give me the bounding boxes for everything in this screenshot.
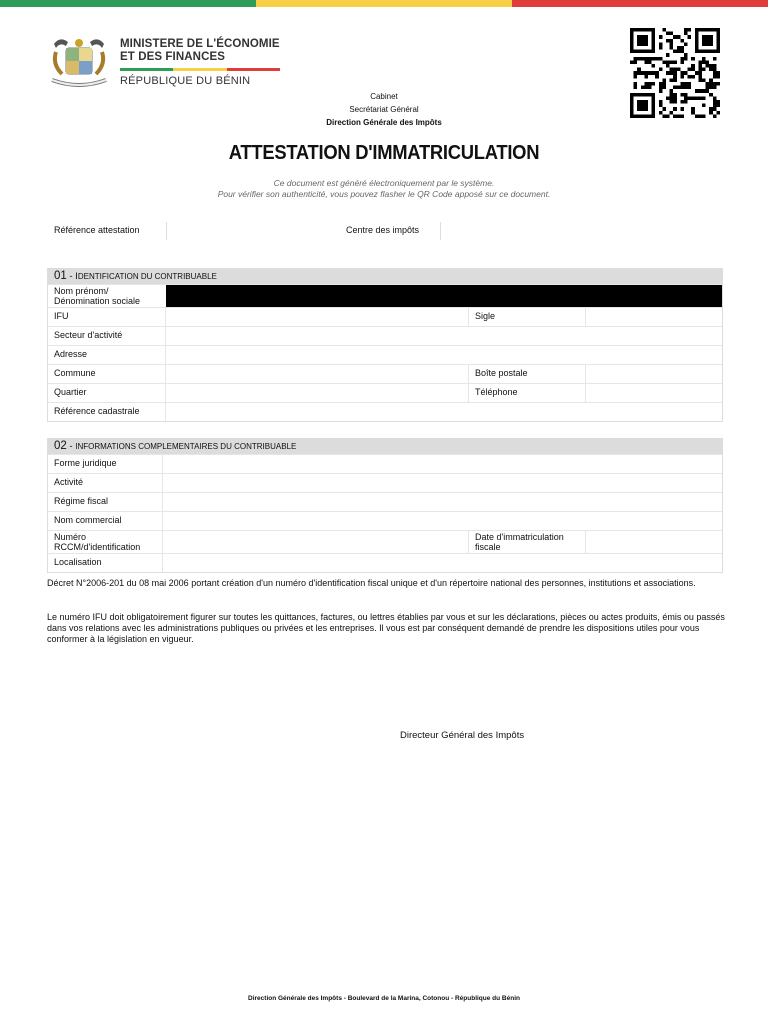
row-activite bbox=[48, 473, 722, 492]
divider bbox=[166, 222, 167, 240]
label-line: fiscale bbox=[475, 542, 501, 552]
divider bbox=[162, 493, 163, 511]
row-secteur bbox=[48, 326, 722, 345]
field-label bbox=[475, 532, 564, 552]
row-commune bbox=[48, 364, 722, 383]
section-identification bbox=[47, 268, 723, 422]
republic-label: RÉPUBLIQUE DU BÉNIN bbox=[120, 75, 251, 87]
label-line: Dénomination sociale bbox=[54, 296, 141, 306]
signature-label: Directeur Général des Impôts bbox=[400, 730, 525, 741]
divider bbox=[162, 474, 163, 492]
row-rccm bbox=[48, 530, 722, 553]
field-label: Commune bbox=[54, 368, 96, 378]
divider bbox=[585, 365, 586, 383]
org-cabinet: Cabinet bbox=[370, 92, 398, 101]
divider bbox=[162, 531, 163, 553]
section-number: 01 bbox=[54, 270, 67, 282]
label-line: Date d'immatriculation bbox=[475, 532, 564, 542]
row-cadastrale bbox=[48, 402, 722, 421]
row-nom-commercial bbox=[48, 511, 722, 530]
org-block bbox=[0, 90, 768, 129]
section-complementary bbox=[47, 438, 723, 573]
legal-notice: Le numéro IFU doit obligatoirement figurer sur toutes les quittances, factures, ou lettres établies par vous et sur les déclarations, pièces ou actes produits, émis ou passés dans vos relations avec les administrations publiques ou privées et les entreprises. Il vous est par conséquent demandé de prendre les dispositions utiles pour vous conformer à la législation en vigueur. bbox=[47, 612, 725, 644]
redacted-value bbox=[166, 285, 722, 307]
field-label: Régime fiscal bbox=[54, 496, 109, 506]
flag-red bbox=[512, 0, 768, 7]
divider bbox=[585, 531, 586, 553]
row-quartier bbox=[48, 383, 722, 402]
label-line: Nom prénom/ bbox=[54, 286, 109, 296]
authenticity-note bbox=[0, 178, 768, 200]
benin-coat-of-arms-icon bbox=[46, 34, 112, 92]
note-line2: Pour vérifier son authenticité, vous pouvez flasher le QR Code apposé sur ce document. bbox=[217, 189, 551, 199]
field-label: Adresse bbox=[54, 349, 88, 359]
row-localisation bbox=[48, 553, 722, 572]
divider bbox=[165, 403, 166, 421]
field-label bbox=[54, 532, 140, 552]
note-line1: Ce document est généré électroniquement par le système. bbox=[273, 178, 495, 188]
field-label: Téléphone bbox=[475, 387, 518, 397]
centre-label: Centre des impôts bbox=[346, 225, 420, 235]
section-header bbox=[48, 268, 722, 284]
section-title-initial: I bbox=[75, 271, 78, 282]
divider bbox=[165, 365, 166, 383]
divider bbox=[440, 222, 441, 240]
divider bbox=[165, 327, 166, 345]
divider bbox=[162, 554, 163, 572]
row-forme bbox=[48, 454, 722, 473]
row-regime bbox=[48, 492, 722, 511]
field-label: Forme juridique bbox=[54, 458, 117, 468]
org-direction: Direction Générale des Impôts bbox=[326, 118, 442, 127]
footer: Direction Générale des Impôts - Boulevard de la Marina, Cotonou - République du Bénin bbox=[248, 995, 520, 1002]
row-nom bbox=[48, 284, 722, 307]
flag-stripe bbox=[0, 0, 768, 7]
divider bbox=[468, 308, 469, 326]
divider bbox=[165, 384, 166, 402]
label-line: RCCM/d'identification bbox=[54, 542, 141, 552]
field-label: Quartier bbox=[54, 387, 87, 397]
field-label: Secteur d'activité bbox=[54, 330, 123, 340]
field-label: Localisation bbox=[54, 557, 102, 567]
ministry-block bbox=[120, 38, 290, 87]
divider bbox=[165, 346, 166, 364]
divider bbox=[585, 308, 586, 326]
section-sep: - bbox=[66, 441, 76, 452]
row-ifu bbox=[48, 307, 722, 326]
ministry-line1: MINISTERE DE L'ÉCONOMIE bbox=[120, 38, 280, 50]
flag-yellow bbox=[256, 0, 512, 7]
reference-label: Référence attestation bbox=[54, 225, 140, 235]
section-header bbox=[48, 438, 722, 454]
ministry-line2: ET DES FINANCES bbox=[120, 51, 226, 63]
field-label: Boîte postale bbox=[475, 368, 528, 378]
field-label: Référence cadastrale bbox=[54, 406, 140, 416]
divider bbox=[585, 384, 586, 402]
divider bbox=[165, 308, 166, 326]
ministry-flag-stripe bbox=[120, 68, 280, 71]
reference-row bbox=[48, 222, 722, 240]
section-sep: - bbox=[66, 271, 76, 282]
field-label: IFU bbox=[54, 311, 69, 321]
divider bbox=[468, 531, 469, 553]
section-title: DENTIFICATION DU CONTRIBUABLE bbox=[77, 272, 217, 281]
divider bbox=[162, 455, 163, 473]
label-line: Numéro bbox=[54, 532, 87, 542]
page-title: ATTESTATION D'IMMATRICULATION bbox=[228, 142, 540, 164]
field-label: Activité bbox=[54, 477, 84, 487]
section-number: 02 bbox=[54, 440, 67, 452]
field-label: Sigle bbox=[475, 311, 496, 321]
flag-green bbox=[0, 0, 256, 7]
org-secretariat: Secrétariat Général bbox=[349, 105, 419, 114]
divider bbox=[468, 384, 469, 402]
field-label: Nom commercial bbox=[54, 515, 122, 525]
divider bbox=[468, 365, 469, 383]
legal-decree: Décret N°2006-201 du 08 mai 2006 portant création d'un numéro d'identification fiscal unique et d'un répertoire national des personnes, institutions et associations. bbox=[47, 578, 696, 588]
row-adresse bbox=[48, 345, 722, 364]
divider bbox=[162, 512, 163, 530]
field-label bbox=[54, 286, 140, 306]
section-title: INFORMATIONS COMPLEMENTAIRES DU CONTRIBUABLE bbox=[75, 442, 297, 451]
